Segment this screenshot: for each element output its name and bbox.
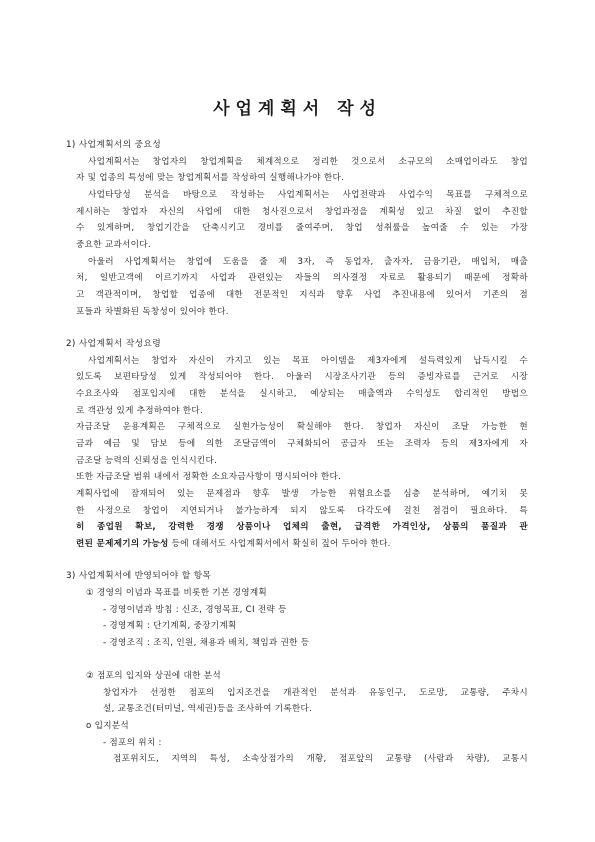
section-1-line: 아울러 사업계획서는 창업에 도움을 줄 제 3자, 즉 동업자, 출자자, 금융기관, 매입처, 매출 [88,257,528,267]
section-1-heading: 1) 사업계획서의 중요성 [66,140,162,150]
page-title: 사업계획서 작성 [213,99,382,119]
section-2-line: 금조달 능력의 신뢰성을 인식시킨다. [76,456,218,466]
section-1-line: 제시하는 창업자 자신의 사업에 대한 청사진으로서 창업과정을 계획성 있고 차질 없이 추진할 [76,207,528,217]
item-2-heading: ② 점포의 입지와 상권에 대한 분석 [86,671,221,681]
section-1-line: 중요한 교과서이다. [76,240,151,250]
section-2-bold-line: 히 종업원 확보, 강력한 경쟁 상품이나 업체의 출현, 급격한 가격인상, 상품의 품질과 관 [76,522,528,532]
section-2-line: 수요조사와 점포입지에 대한 분석을 실시하고, 예상되는 매출액과 수익성도 합리적인 방법으 [76,389,528,399]
section-1-line: 포들과 차별화된 독창성이 있어야 한다. [76,307,229,317]
item-1-sub: - 경영조직 : 조직, 인원, 채용과 배치, 책임과 권한 등 [103,638,310,648]
section-2-last-line [76,539,391,550]
item-1-heading: ① 경영의 이념과 목표를 비롯한 기본 경영계획 [86,588,268,598]
section-2-line: 한 사정으로 창업이 지연되거나 불가능하게 되지 않도록 다각도에 걸친 점검이 필요하다. 특 [76,506,528,516]
section-1-line: 처, 일반고객에 이르기까지 사업과 관련있는 자들의 의사결정 자료로 활용되기 때문에 정확하 [76,273,528,283]
item-2-line: 설, 교통조건(터미널, 역세권)등을 조사하여 기록한다. [103,704,313,714]
section-2-line: 있도록 보편타당성 있게 작성되어야 한다. 아울러 시장조사기관 등의 증빙자료를 근거로 시장 [76,372,528,382]
section-2-line: 또한 자금조달 범위 내에서 정확한 소요자금사항이 명시되어야 한다. [76,472,342,482]
section-3-heading: 3) 사업계획서에 반영되어야 할 항목 [66,571,212,581]
bullet-heading: o 입지분석 [86,721,129,731]
section-1-line: 자 및 업종의 특성에 맞는 창업계획서를 작성하여 실행해나가야 한다. [76,173,345,183]
section-2-line: 로 객관성 있게 추정하여야 한다. [76,406,203,416]
bullet-sub: - 점포의 위치 : [103,738,162,748]
emphasis-text: 련된 문제제기의 가능성 [76,539,169,549]
section-2-last-rest: 등에 대해서도 사업계획서에서 확실히 짚어 두어야 한다. [168,539,391,549]
section-2-line: 계획사업에 잠재되어 있는 문제점과 향후 발생 가능한 위험요소를 심층 분석하며, 예기치 못 [76,489,528,499]
item-2-line: 창업자가 선정한 점포의 입지조건을 개관적인 분석과 유동인구, 도로망, 교통량, 주차시 [103,688,528,698]
bullet-line: 점포위치도, 지역의 특성, 소속상점가의 개황, 점포앞의 교통량 (사람과 차량), 교통시 [113,754,528,764]
section-2-line: 자금조달 운용계획은 구체적으로 실현가능성이 확실해야 한다. 창업자 자신이 조달 가능한 현 [76,422,528,432]
item-1-sub: - 경영이념과 방침 : 신조, 경영목표, CI 전략 등 [103,605,287,615]
section-2-heading: 2) 사업계획서 작성요령 [66,339,162,349]
item-1-sub: - 경영계획 : 단기계획, 중장기계획 [103,621,237,631]
section-2-line: 금과 예금 및 담보 등에 의한 조달금액이 구체화되어 공급자 또는 조력자 등의 제3자에게 자 [76,439,528,449]
section-2-line: 사업계획서는 창업자 자신이 가지고 있는 목표 아이템을 제3자에게 설득력있게 납득시킬 수 [88,356,528,366]
section-1-line: 수 있게하며, 창업기간을 단축시키고 경비를 줄여주며, 창업 성취률을 높여줄 수 있는 가장 [76,223,528,233]
section-1-line: 사업계획서는 창업자의 창업계획을 체계적으로 정리한 것으로서 소규모의 소매업이라도 창업 [88,157,528,167]
section-1-line: 사업타당성 분석을 바탕으로 작성하는 사업계획서는 사업전략과 사업수익 목표를 구체적으로 [88,190,528,200]
section-1-line: 고 객관적이며, 창업할 업종에 대한 전문적인 지식과 향후 사업 추진내용에 있어서 기존의 점 [76,290,528,300]
